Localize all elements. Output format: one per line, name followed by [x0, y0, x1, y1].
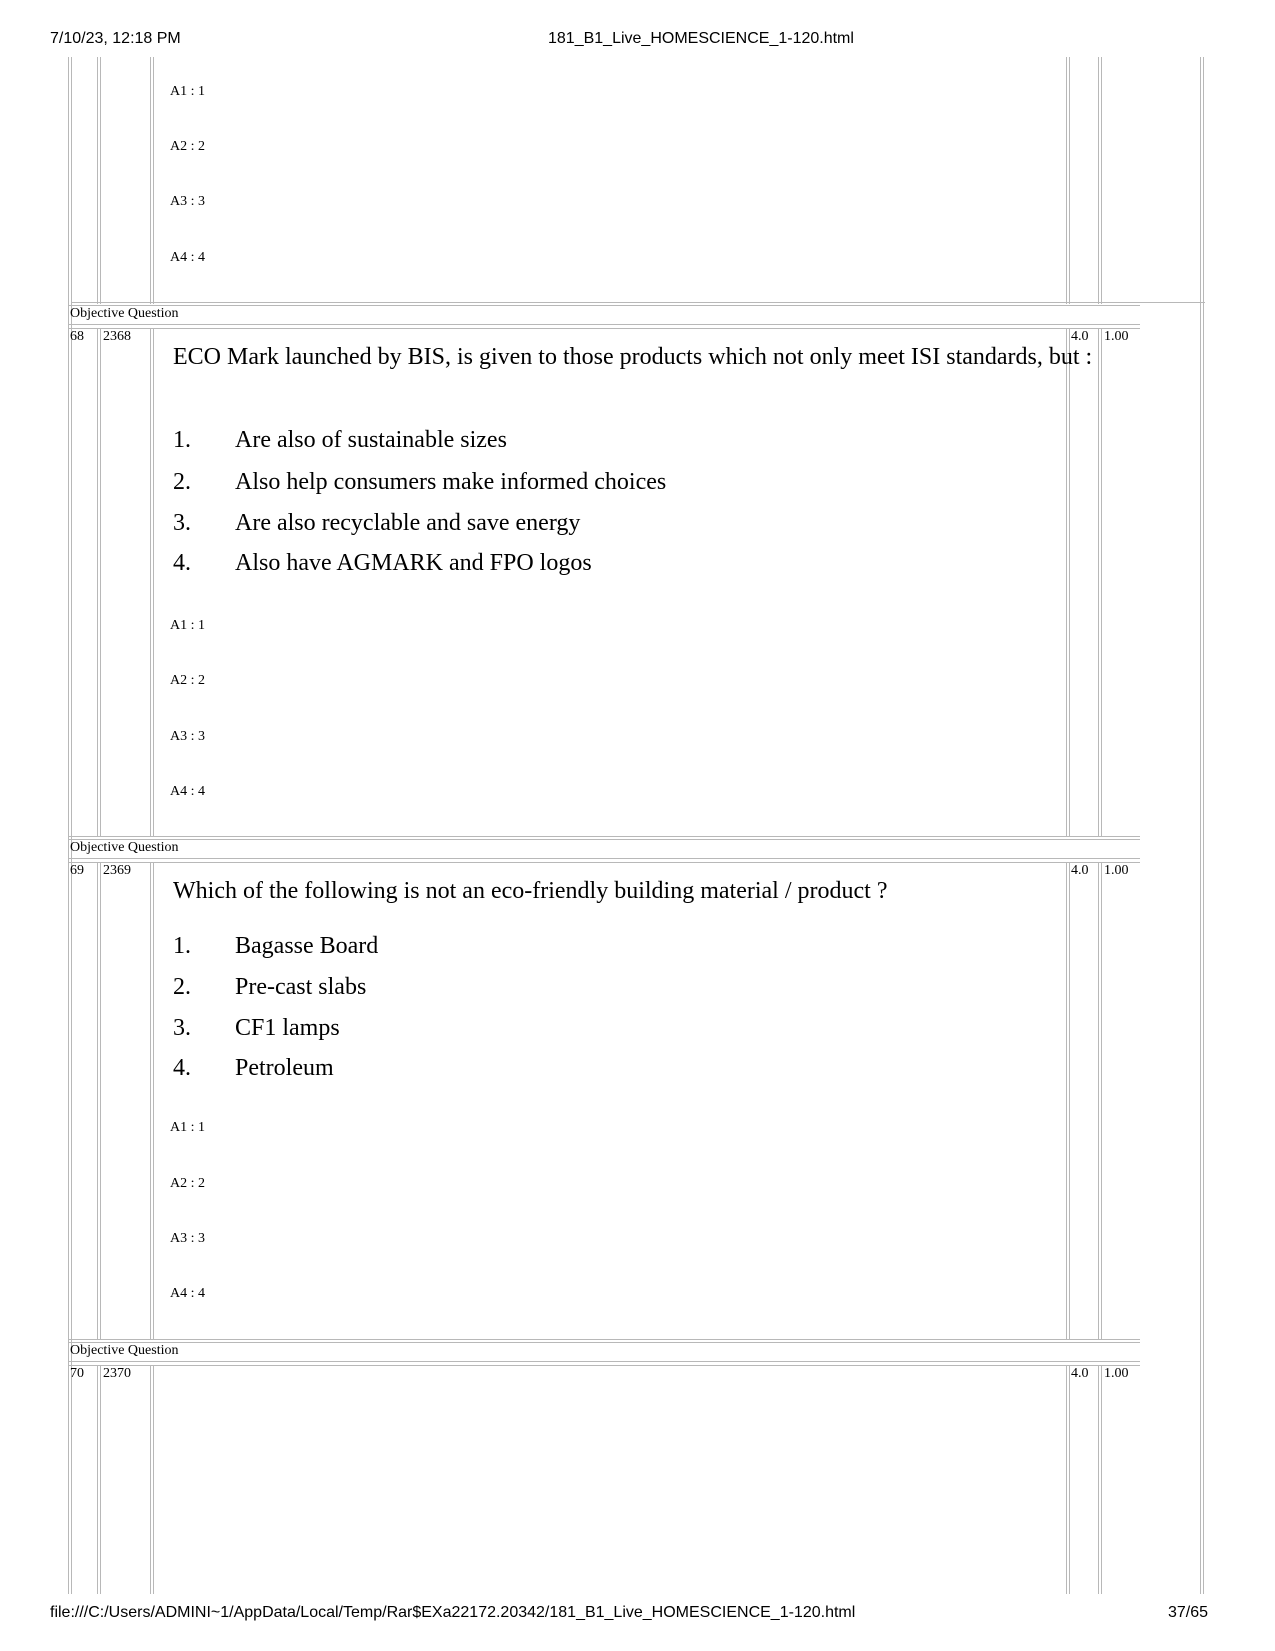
answer-option: A1 : 1 [170, 618, 205, 633]
question-id: 2369 [103, 863, 131, 878]
answer-option: A4 : 4 [170, 1286, 205, 1301]
page-number: 37/65 [1168, 1604, 1209, 1621]
option-text: Are also of sustainable sizes [235, 427, 507, 453]
negative-marks: 1.00 [1104, 1366, 1129, 1381]
option-number: 4. [173, 1055, 191, 1081]
section-label: Objective Question [70, 840, 179, 855]
option-number: 2. [173, 469, 191, 495]
option-number: 4. [173, 550, 191, 576]
section-label: Objective Question [70, 306, 179, 321]
answer-option: A3 : 3 [170, 729, 205, 744]
answer-option: A2 : 2 [170, 1176, 205, 1191]
document-title: 181_B1_Live_HOMESCIENCE_1-120.html [548, 30, 854, 47]
question-id: 2368 [103, 329, 131, 344]
question-text: ECO Mark launched by BIS, is given to those products which not only meet ISI standards, but : [173, 344, 1093, 370]
answer-option: A2 : 2 [170, 139, 205, 154]
section-label: Objective Question [70, 1343, 179, 1358]
answer-option: A4 : 4 [170, 250, 205, 265]
print-datetime: 7/10/23, 12:18 PM [50, 30, 181, 47]
option-number: 3. [173, 1015, 191, 1041]
option-text: CF1 lamps [235, 1015, 340, 1041]
option-text: Are also recyclable and save energy [235, 510, 581, 536]
answer-option: A3 : 3 [170, 194, 205, 209]
file-path: file:///C:/Users/ADMINI~1/AppData/Local/Temp/Rar$EXa22172.20342/181_B1_Live_HOMESCIENCE_1-120.html [50, 1604, 856, 1621]
question-text: Which of the following is not an eco-friendly building material / product ? [173, 878, 888, 904]
serial-number: 68 [70, 329, 84, 344]
answer-option: A1 : 1 [170, 84, 205, 99]
marks: 4.0 [1071, 863, 1089, 878]
answer-option: A2 : 2 [170, 673, 205, 688]
option-number: 3. [173, 510, 191, 536]
answer-option: A1 : 1 [170, 1120, 205, 1135]
option-number: 2. [173, 974, 191, 1000]
answer-option: A3 : 3 [170, 1231, 205, 1246]
option-number: 1. [173, 427, 191, 453]
marks: 4.0 [1071, 329, 1089, 344]
serial-number: 70 [70, 1366, 84, 1381]
option-text: Pre-cast slabs [235, 974, 367, 1000]
negative-marks: 1.00 [1104, 329, 1129, 344]
answer-option: A4 : 4 [170, 784, 205, 799]
question-id: 2370 [103, 1366, 131, 1381]
question-table [68, 0, 1204, 1594]
negative-marks: 1.00 [1104, 863, 1129, 878]
option-text: Bagasse Board [235, 933, 379, 959]
option-text: Also have AGMARK and FPO logos [235, 550, 592, 576]
option-text: Petroleum [235, 1055, 334, 1081]
option-number: 1. [173, 933, 191, 959]
serial-number: 69 [70, 863, 84, 878]
option-text: Also help consumers make informed choices [235, 469, 667, 495]
marks: 4.0 [1071, 1366, 1089, 1381]
